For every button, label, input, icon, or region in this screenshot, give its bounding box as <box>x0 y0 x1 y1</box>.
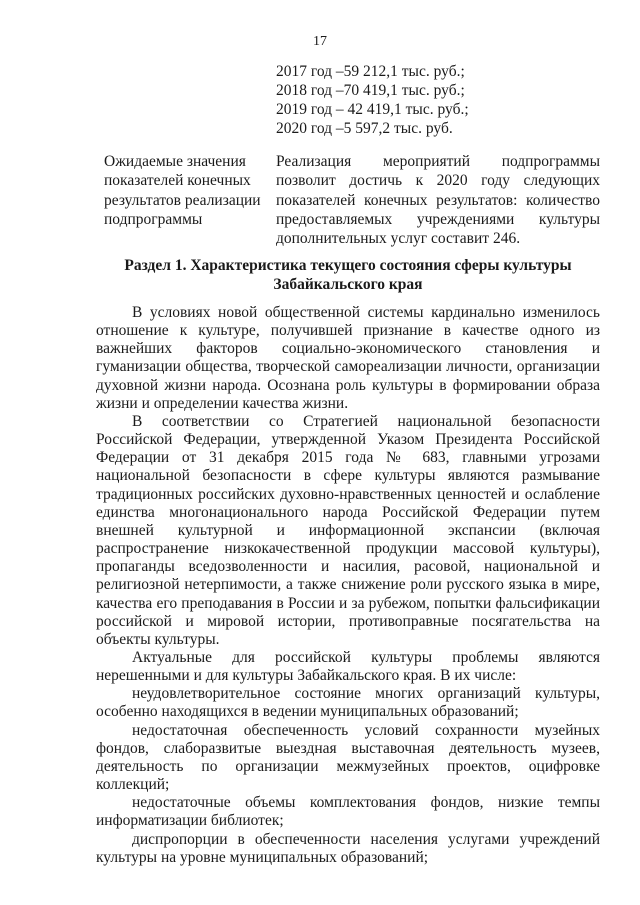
paragraph: В условиях новой общественной системы кардинально изменилось отношение к культуре, получившей признание в качестве одного из важнейших факторов социально-экономического становления и гуманизации общества, творческой самореализации личности, организации духовной жизни народа. Осознана роль культуры в формировании образа жизни и определении качества жизни. <box>96 304 600 412</box>
page-number: 17 <box>313 34 327 49</box>
body-text <box>96 304 600 867</box>
paragraph: недостаточные объемы комплектования фондов, низкие темпы информатизации библиотек; <box>96 794 600 830</box>
paragraph: В соответствии со Стратегией национальной безопасности Российской Федерации, утвержденной Указом Президента Российской Федерации от 31 декабря 2015 года № 683, главными угрозами национальной безопасности в сфере культуры являются размывание традиционных российских духовно-нравственных ценностей и ослабление единства многонационального народа Российской Федерации путем внешней культурной и информационной экспансии (включая распространение низкокачественной продукции массовой культуры), пропаганды вседозволенности и насилия, расовой, национальной и религиозной нетерпимости, а также снижение роли русского языка в мире, качества его преподавания в России и за рубежом, попытки фальсификации российской и мировой истории, противоправные посягательства на объекты культуры. <box>96 412 600 648</box>
funding-by-year <box>276 62 469 138</box>
paragraph: неудовлетворительное состояние многих организаций культуры, особенно находящихся в ведении муниципальных образований; <box>96 685 600 721</box>
funding-line: 2019 год – 42 419,1 тыс. руб.; <box>276 101 469 118</box>
expected-results-row <box>104 152 600 248</box>
funding-line: 2018 год –70 419,1 тыс. руб.; <box>276 82 465 99</box>
paragraph: диспропорции в обеспеченности населения услугами учреждений культуры на уровне муниципальных образований; <box>96 830 600 866</box>
expected-results-label: Ожидаемые значения показателей конечных результатов реализации подпрограммы <box>104 153 261 228</box>
section-title: Раздел 1. Характеристика текущего состояния сферы культуры Забайкальского края <box>124 257 572 293</box>
funding-line: 2017 год –59 212,1 тыс. руб.; <box>276 63 465 80</box>
paragraph: Актуальные для российской культуры проблемы являются нерешенными и для культуры Забайкальского края. В их числе: <box>96 648 600 685</box>
paragraph: недостаточная обеспеченность условий сохранности музейных фондов, слаборазвитые выездная выставочная деятельность музеев, деятельность по организации межмузейных проектов, оцифровке коллекций; <box>96 721 600 794</box>
expected-results-text: Реализация мероприятий подпрограммы позволит достичь к 2020 году следующих показателей конечных результатов: количество предоставляемых учреждениями культуры дополнительных услуг составит 246. <box>276 153 600 248</box>
funding-line: 2020 год –5 597,2 тыс. руб. <box>276 120 453 137</box>
